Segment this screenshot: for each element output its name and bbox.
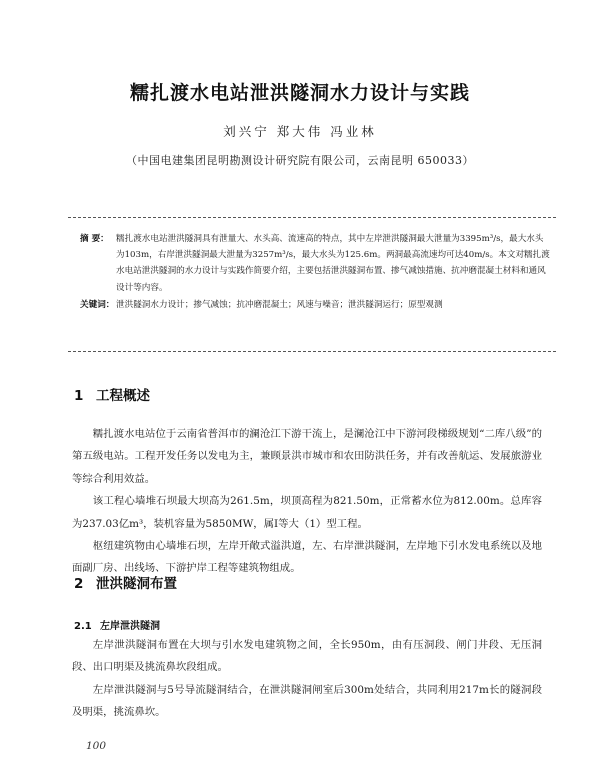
keywords-text: 泄洪隧洞水力设计；掺气减蚀；抗冲磨混凝土；风速与噪音；泄洪隧洞运行；原型观测 [116, 299, 443, 310]
subsection-paragraph: 左岸泄洪隧洞布置在大坝与引水发电建筑物之间，全长950m，由有压洞段、闸门井段、无压洞段、出口明渠及挑流鼻坎段组成。 [72, 639, 542, 674]
affiliation: （中国电建集团昆明勘测设计研究院有限公司，云南昆明 650033） [126, 154, 474, 167]
section-1-paragraph: 糯扎渡水电站位于云南省普洱市的澜沧江下游干流上，是澜沧江中下游河段梯级规划“二库八级”的第五级电站。工程开发任务以发电为主，兼顾景洪市城市和农田防洪任务，并有改善航运、发展旅游业等综合利用效益。 [72, 428, 542, 485]
abstract-label: 摘 要： [80, 234, 109, 244]
section-1-paragraph: 该工程心墙堆石坝最大坝高为261.5m，坝顶高程为821.50m，正常蓄水位为812.00m。总库容为237.03亿m³，装机容量为5850MW，属Ⅰ等大（1）型工程。 [72, 495, 542, 530]
subsection-2-1-heading [74, 617, 160, 632]
subsection-paragraph: 左岸泄洪隧洞与5号导流隧洞结合，在泄洪隧洞闸室后300m处结合，共同利用217m长的隧洞段及明渠，挑流鼻坎。 [72, 683, 542, 719]
section-1-number: 1 [74, 388, 84, 404]
section-1-body [72, 423, 542, 580]
abstract-text: 糯扎渡水电站泄洪隧洞具有泄量大、水头高、流速高的特点，其中左岸泄洪隧洞最大泄量为3395m³/s，最大水头为103m，右岸泄洪隧洞最大泄量为3257m³/s，最大水头为125.6m。两洞最高流速均可达40m/s。本文对糯扎渡水电站泄洪隧洞的水力设计与实践作简要介绍，主要包括泄洪隧洞布置、掺气减蚀措施、抗冲磨混凝土材料和通风设计等内容。 [116, 234, 550, 293]
paper-title: 糯扎渡水电站泄洪隧洞水力设计与实践 [129, 82, 470, 104]
abstract-bottom-rule [68, 351, 556, 352]
abstract-block [80, 231, 550, 313]
abstract [80, 231, 550, 296]
section-1-heading [74, 384, 150, 404]
subsection-2-1-number: 2.1 [74, 621, 92, 632]
authors: 刘兴宁 郑大伟 冯业林 [223, 124, 377, 139]
section-1-title: 工程概述 [96, 388, 150, 404]
section-2-title: 泄洪隧洞布置 [96, 576, 177, 592]
section-2-number: 2 [74, 576, 84, 592]
subsection-2-1-title: 左岸泄洪隧洞 [100, 621, 160, 632]
abstract-top-rule [68, 217, 556, 218]
keywords [80, 297, 550, 313]
subsection-2-1-body [72, 634, 542, 724]
section-1-paragraph: 枢纽建筑物由心墙堆石坝，左岸开敞式溢洪道，左、右岸泄洪隧洞，左岸地下引水发电系统以及地面副厂房、出线场、下游护岸工程等建筑物组成。 [72, 540, 542, 575]
keywords-label: 关键词： [80, 299, 115, 310]
page-number: 100 [86, 740, 107, 752]
section-2-heading [74, 572, 177, 592]
